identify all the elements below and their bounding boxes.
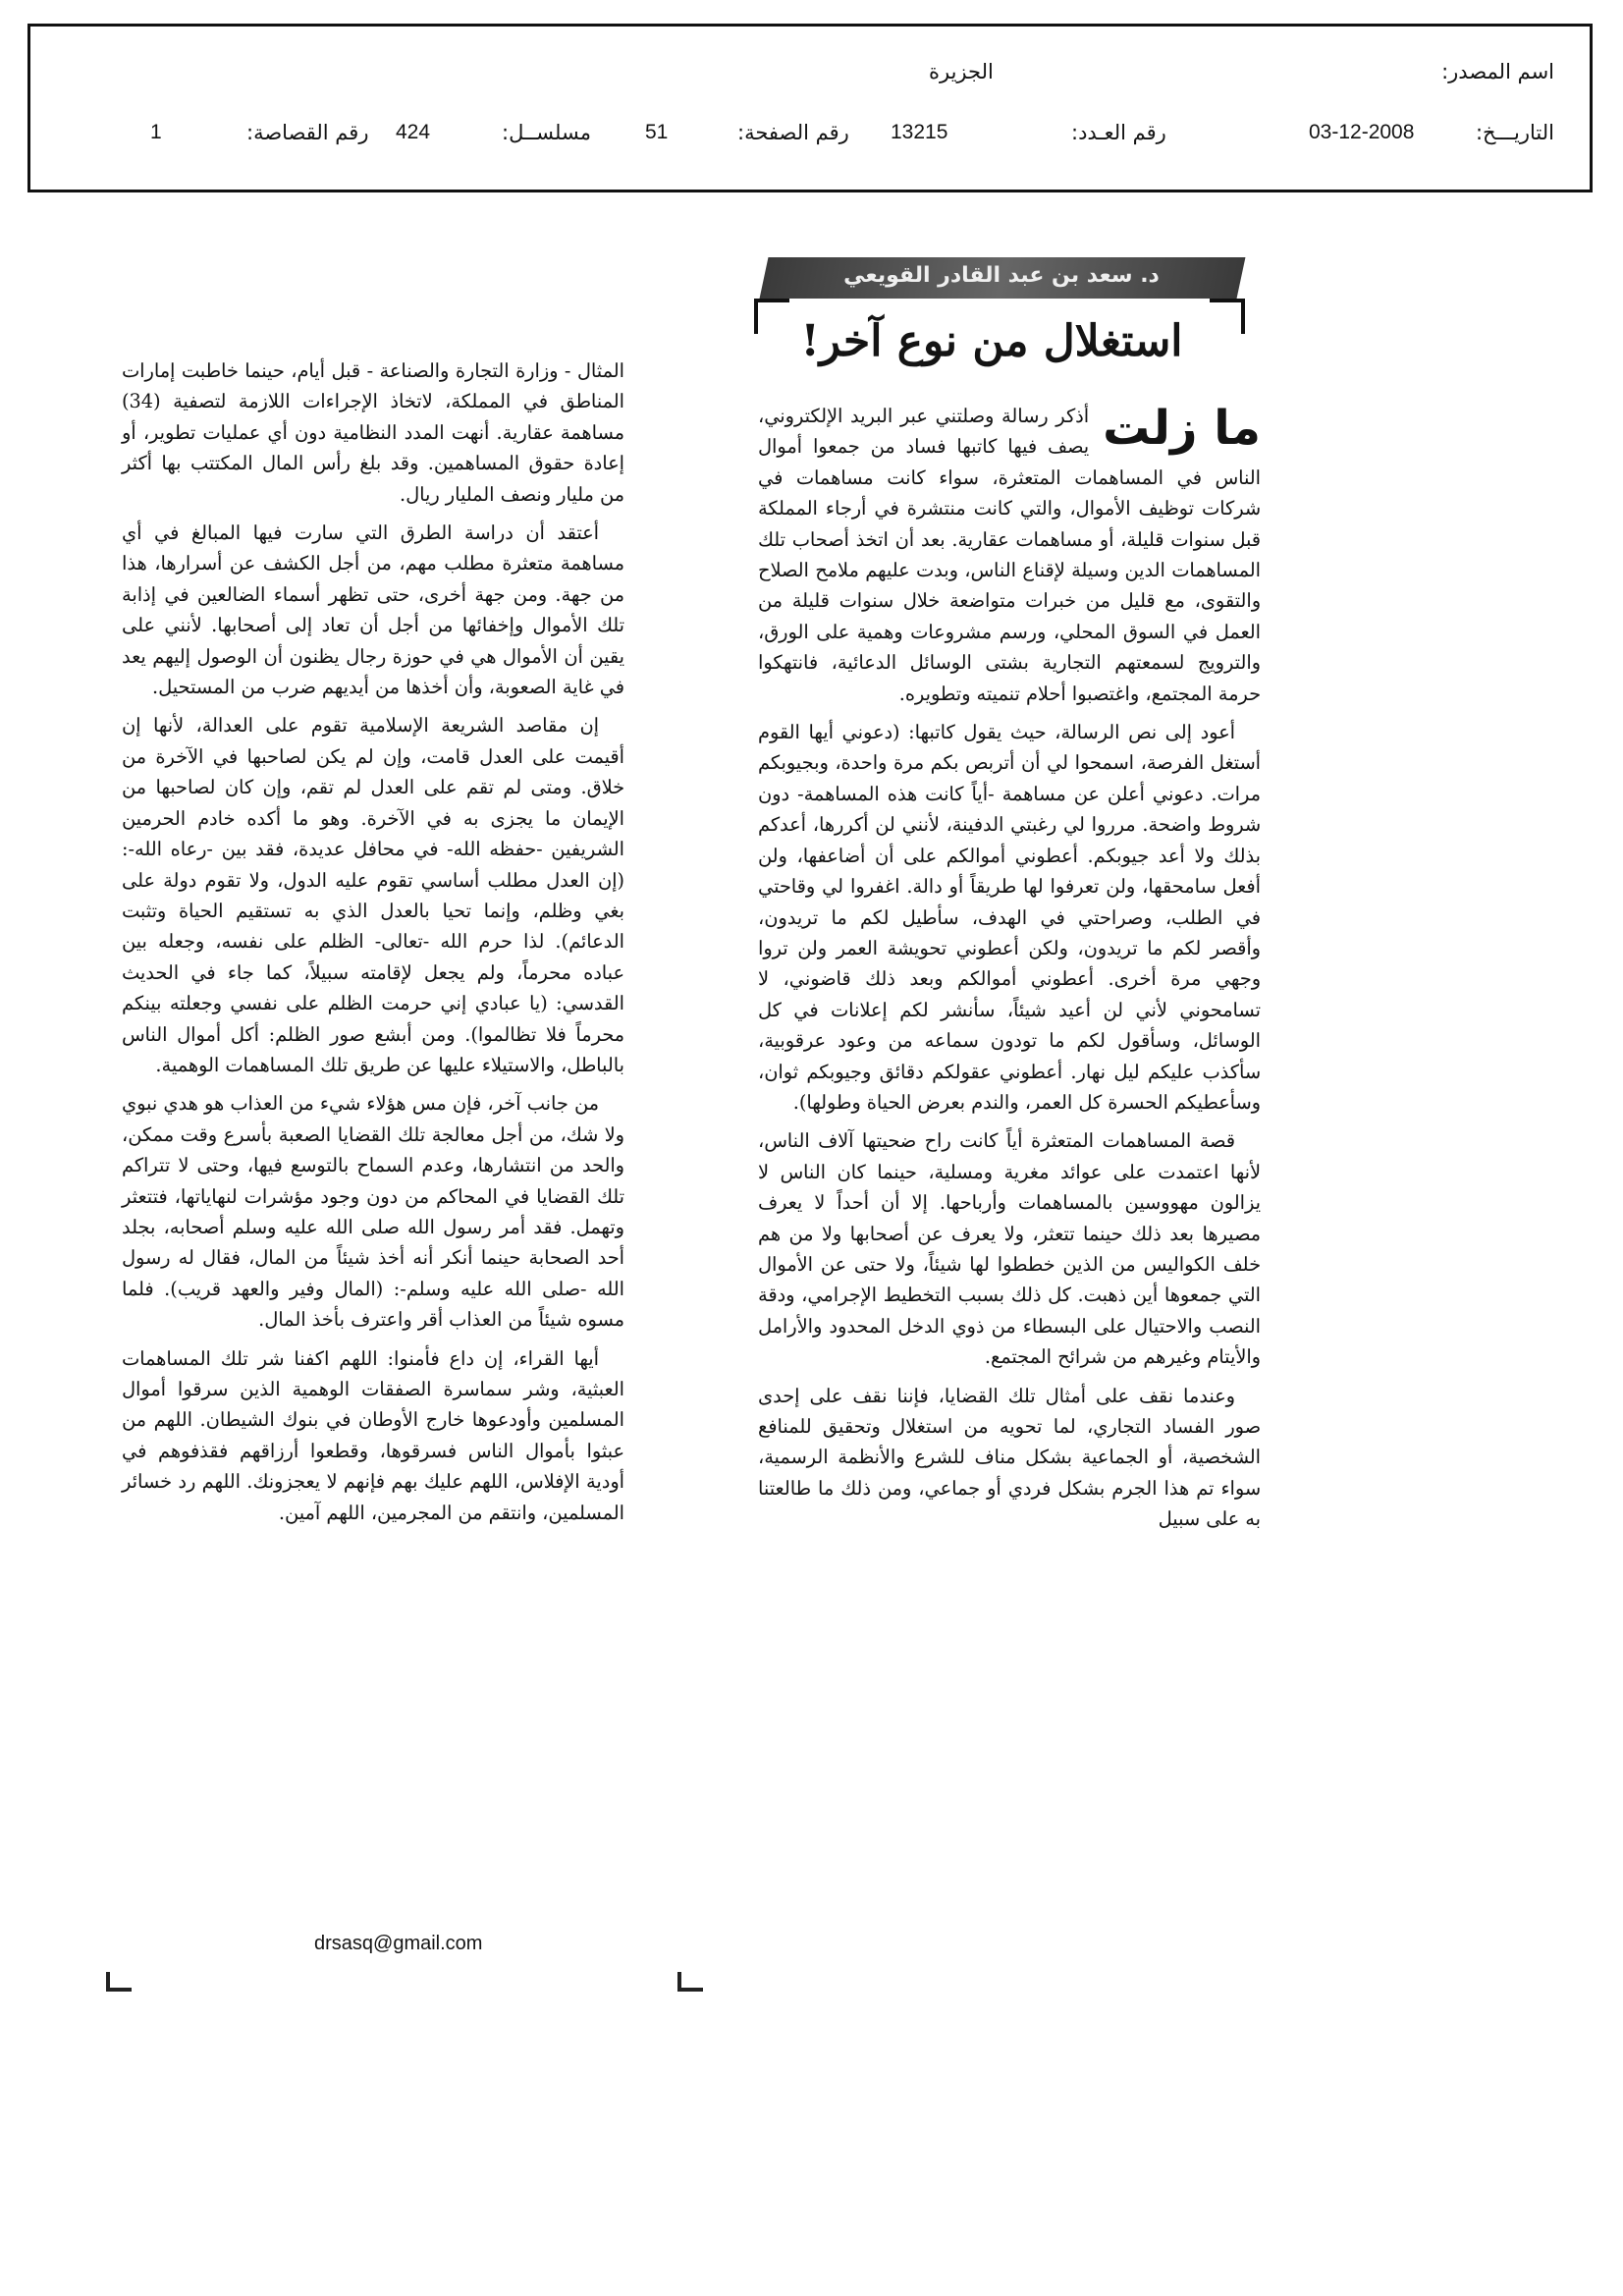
paragraph: من جانب آخر، فإن مس هؤلاء شيء من العذاب هو هدي نبوي ولا شك، من أجل معالجة تلك القضايا الصعبة بأسرع وقت ممكن، والحد من انتشارها، وعدم السماح بالتوسع فيها، وحتى لا تتراكم تلك القضايا في المحاكم من دون وجود مؤشرات لنهاياتها، فتتعثر وتهمل. فقد أمر رسول الله صلى الله عليه وسلم أصحابه، بجلد أحد الصحابة حينما أنكر أنه أخذ شيئاً من المال، فقال له رسول الله -صلى الله عليه وسلم-: (المال وفير والعهد قريب). فلما مسوه شيئاً من العذاب أقر واعترف بأخذ المال. [122, 1092, 624, 1332]
article-column-right [758, 401, 1261, 1543]
crop-mark-left [106, 1972, 132, 1992]
paragraph: قصة المساهمات المتعثرة أياً كانت راح ضحيتها آلاف الناس، لأنها اعتمدت على عوائد مغرية ومسلية، حينما كان الناس لا يزالون مهووسين بالمساهمات وأرباحها. إلا أن أحداً لا يعرف مصيرها بعد ذلك حينما تتعثر، ولا يعرف عن أصحابها ولا من هم خلف الكواليس من الذين خططوا لها شيئاً، ولا حتى عن الأموال التي جمعوها أين ذهبت. كل ذلك بسبب التخطيط الإجرامي، ودقة النصب والاحتيال على البسطاء من ذوي الدخل المحدود والأرامل والأيتام وغيرهم من شرائح المجتمع. [758, 1129, 1261, 1369]
date-value: 03-12-2008 [1309, 121, 1415, 143]
serial-label: مسلســل: [502, 121, 591, 144]
clip-value: 1 [150, 121, 162, 143]
paragraph: إن مقاصد الشريعة الإسلامية تقوم على العدالة، لأنها إن أقيمت على العدل قامت، وإن لم يكن لصاحبها في الآخرة من خلاق. ومتى لم تقم على العدل لم تقم، وإن كان لصاحبها من الإيمان ما يجزى به في الآخرة. وهو ما أكده خادم الحرمين الشريفين -حفظه الله- في محافل عديدة، فقد بين -رعاه الله-: (إن العدل مطلب أساسي تقوم عليه الدول، ولا تقوم دولة على بغي وظلم، وإنما تحيا بالعدل الذي به تستقيم الحياة وتثبت الدعائم). لذا حرم الله -تعالى- الظلم على نفسه، وجعله بين عباده محرماً، ولم يجعل لإقامته سبيلاً، كما جاء في الحديث القدسي: (يا عبادي إني حرمت الظلم على نفسي وجعلته بينكم محرماً فلا تظالموا). ومن أبشع صور الظلم: أكل أموال الناس بالباطل، والاستيلاء عليها عن طريق تلك المساهمات الوهمية. [122, 714, 624, 1076]
clipping-header [27, 24, 1593, 192]
author-email: drsasq@gmail.com [314, 1933, 483, 1954]
issue-value: 13215 [891, 121, 948, 143]
date-label: التاريـــخ: [1475, 121, 1554, 144]
paragraph: أعود إلى نص الرسالة، حيث يقول كاتبها: (دعوني أيها القوم أستغل الفرصة، اسمحوا لي أن أتربص بكم مرة واحدة، وبجيوبكم مرات. دعوني أعلن عن مساهمة -أياً كانت هذه المساهمة- دون شروط واضحة. مرروا لي رغبتي الدفينة، لأنني لن أكررها، أعدكم بذلك ولا أعد جيوبكم. أعطوني أموالكم على أن أضاعفها، ولن أفعل سامحقها، ولن تعرفوا لها طريقاً أو دالة. اغفروا لي وقاحتي في الطلب، وصراحتي في الهدف، سأطيل لكم ما تريدون، وأقصر لكم ما تريدون، ولكن أعطوني تحويشة العمر ولن تروا وجهي مرة أخرى. أعطوني أموالكم وبعد ذلك قاضوني، لا تسامحوني لأني لن أعيد شيئاً، سأنشر لكم إعلانات في كل الوسائل، وسأقول لكم ما تودون سماعه من وعود عرقوبية، سأكذب عليكم ليل نهار. أعطوني عقولكم دقائق وجيوبكم ثوان، وسأعطيكم الحسرة كل العمر، والندم بعرض الحياة وطولها). [758, 721, 1261, 1114]
issue-label: رقم العـدد: [1071, 121, 1166, 144]
paragraph: وعندما نقف على أمثال تلك القضايا، فإننا نقف على إحدى صور الفساد التجاري، لما تحويه من استغلال وتحقيق للمنافع الشخصية، أو الجماعية بشكل مناف للشرع والأنظمة الرسمية، سواء تم هذا الجرم بشكل فردي أو جماعي، ومن ذلك ما طالعتنا به على سبيل [758, 1384, 1261, 1531]
serial-value: 424 [396, 121, 431, 143]
lead-word: ما زلت [1103, 401, 1261, 456]
title-bracket-right [1210, 299, 1245, 334]
source-value: الجزيرة [929, 60, 994, 83]
paragraph: المثال - وزارة التجارة والصناعة - قبل أيام، حينما خاطبت إمارات المناطق في المملكة، لاتخاذ الإجراءات اللازمة لتصفية (34) مساهمة عقارية. أنهت المدد النظامية دون أي عمليات تطوير، أو إعادة حقوق المساهمين. وقد بلغ رأس المال المكتتب بها أكثر من مليار ونصف المليار ريال. [122, 359, 624, 506]
paragraph: أعتقد أن دراسة الطرق التي سارت فيها المبالغ في أي مساهمة متعثرة مطلب مهم، من أجل الكشف عن أسرارها، هذا من جهة. ومن جهة أخرى، حتى تظهر أسماء الضالعين في إذابة تلك الأموال وإخفائها من أجل أن تعاد إلى أصحابها. لأنني على يقين أن الأموال هي في حوزة رجال يظنون أن الوصول إليهم يعد في غاية الصعوبة، وأن أخذها من أيديهم ضرب من المستحيل. [122, 521, 624, 699]
article-title: استغلال من نوع آخر! [800, 316, 1183, 366]
page-value: 51 [645, 121, 669, 143]
clip-label: رقم القصاصة: [246, 121, 369, 144]
page-label: رقم الصفحة: [737, 121, 849, 144]
source-label: اسم المصدر: [1441, 60, 1554, 83]
byline: د. سعد بن عبد القادر القويعي [843, 263, 1160, 288]
article-column-left [122, 355, 624, 1536]
paragraph: أذكر رسالة وصلتني عبر البريد الإلكتروني، يصف فيها كاتبها فساد من جمعوا أموال الناس في المساهمات المتعثرة، سواء كانت مساهمات في شركات توظيف الأموال، والتي كانت منتشرة في أرجاء المملكة قبل سنوات قليلة، أو مساهمات عقارية. بعد أن اتخذ أصحاب تلك المساهمات الدين وسيلة لإقناع الناس، وبدت عليهم ملامح الصلاح والتقوى، مع قليل من خبرات متواضعة خلال سنوات قليلة من العمل في السوق المحلي، ورسم مشروعات وهمية على الورق، والترويج لسمعتهم التجارية بشتى الوسائل الدعائية، فانتهكوا حرمة المجتمع، واغتصبوا أحلام تنميته وتطويره. [758, 405, 1261, 705]
paragraph: أيها القراء، إن داع فأمنوا: اللهم اكفنا شر تلك المساهمات العبثية، وشر سماسرة الصفقات الوهمية الذين سرقوا أموال المسلمين وأودعوها خارج الأوطان في بنوك الشيطان. اللهم من عبثوا بأموال الناس فسرقوها، وقطعوا أرزاقهم فقذفوهم في أودية الإفلاس، اللهم عليك بهم فإنهم لا يعجزونك. اللهم رد خسائر المسلمين، وانتقم من المجرمين، اللهم آمين. [122, 1346, 624, 1524]
crop-mark-right [677, 1972, 703, 1992]
